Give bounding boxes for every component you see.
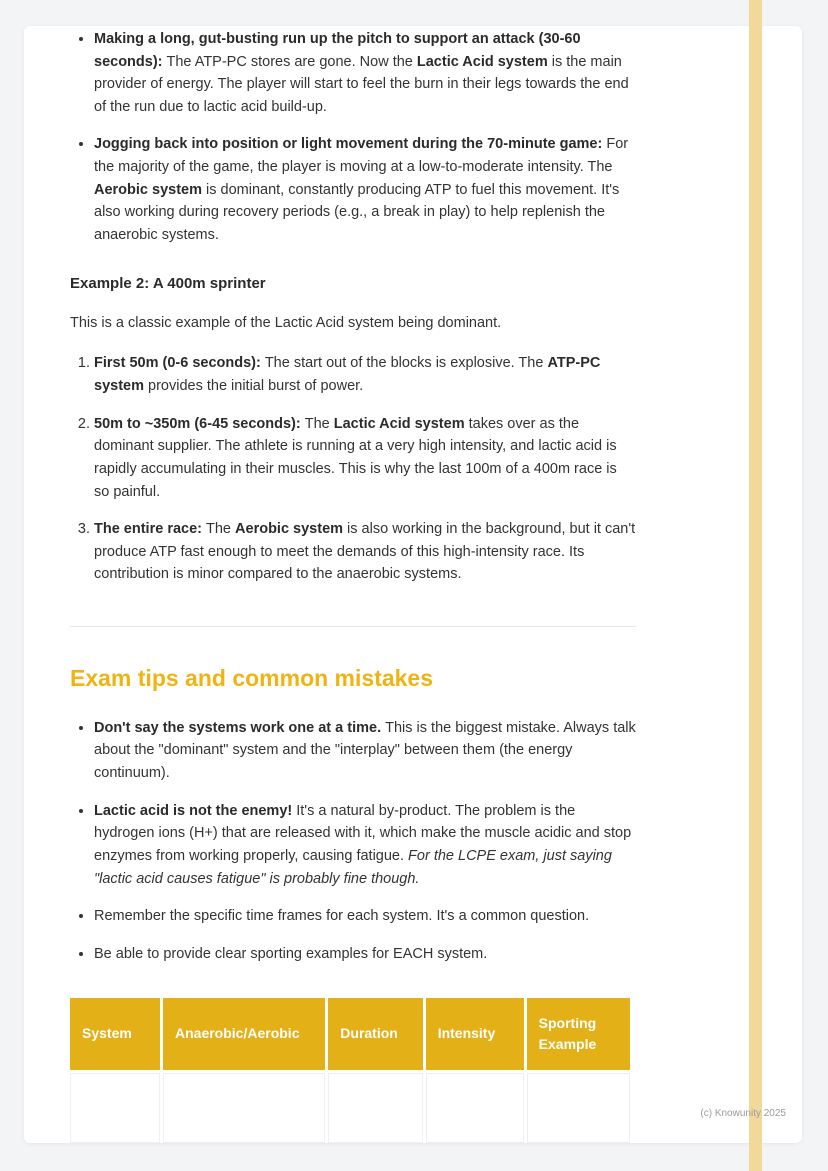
table-header-row	[70, 998, 630, 1070]
table-cell	[426, 1073, 524, 1143]
section-divider	[70, 626, 636, 627]
numbered-item: 3. The entire race: The Aerobic system is also working in the background, but it can't produce ATP fast enough to meet the demands of this high-intensity race. Its contribution is minor compared to the anaerobic systems.	[94, 518, 636, 586]
table-header-intensity: Intensity	[426, 998, 524, 1070]
watermark: (c) Knowunity 2025	[700, 1108, 786, 1119]
table-row	[70, 1073, 630, 1143]
bullet-item: • Jogging back into position or light movement during the 70-minute game: For the majority of the game, the player is moving at a low-to-moderate intensity. The Aerobic system is dominant, constantly producing ATP to fuel this movement. It's also working during recovery periods (e.g., a break in play) to help replenish the anaerobic systems.	[94, 133, 636, 246]
table-cell	[328, 1073, 422, 1143]
table-cell	[70, 1073, 160, 1143]
example2-heading: Example 2: A 400m sprinter	[70, 275, 266, 293]
page-edge-bar	[749, 0, 762, 1171]
numbered-item: 2. 50m to ~350m (6-45 seconds): The Lactic Acid system takes over as the dominant supplier. The athlete is running at a very high intensity, and lactic acid is rapidly accumulating in their muscles. This is why the last 100m of a 400m race is so painful.	[94, 413, 636, 503]
bullet-item: • Remember the specific time frames for each system. It's a common question.	[94, 905, 636, 928]
bullet-item: • Making a long, gut-busting run up the pitch to support an attack (30-60 seconds): The ATP-PC stores are gone. Now the Lactic Acid system is the main provider of energy. The player will start to feel the burn in their legs towards the end of the run due to lactic acid build-up.	[94, 28, 636, 118]
energy-systems-table	[67, 995, 633, 1143]
table-header-duration: Duration	[328, 998, 422, 1070]
table-header-anaerobic-aerobic: Anaerobic/Aerobic	[163, 998, 325, 1070]
exam-tips-list	[70, 717, 636, 965]
numbered-item: 1. First 50m (0-6 seconds): The start out of the blocks is explosive. The ATP-PC system provides the initial burst of power.	[94, 352, 636, 397]
table-cell	[527, 1073, 630, 1143]
sprinter-steps-list	[70, 352, 636, 585]
football-scenarios-list	[70, 28, 636, 246]
example2-intro: This is a classic example of the Lactic Acid system being dominant.	[70, 314, 502, 331]
table-cell	[163, 1073, 325, 1143]
exam-tips-heading: Exam tips and common mistakes	[70, 664, 434, 691]
table-header-sporting-example: Sporting Example	[527, 998, 630, 1070]
bullet-item: • Don't say the systems work one at a time. This is the biggest mistake. Always talk about the "dominant" system and the "interplay" between them (the energy continuum).	[94, 717, 636, 785]
document-page	[24, 26, 802, 1143]
bullet-item: • Lactic acid is not the enemy! It's a natural by-product. The problem is the hydrogen ions (H+) that are released with it, which make the muscle acidic and stop enzymes from working properly, causing fatigue. For the LCPE exam, just saying "lactic acid causes fatigue" is probably fine though.	[94, 800, 636, 890]
bullet-item: • Be able to provide clear sporting examples for EACH system.	[94, 943, 636, 966]
table-header-system: System	[70, 998, 160, 1070]
page-content	[70, 26, 636, 1143]
